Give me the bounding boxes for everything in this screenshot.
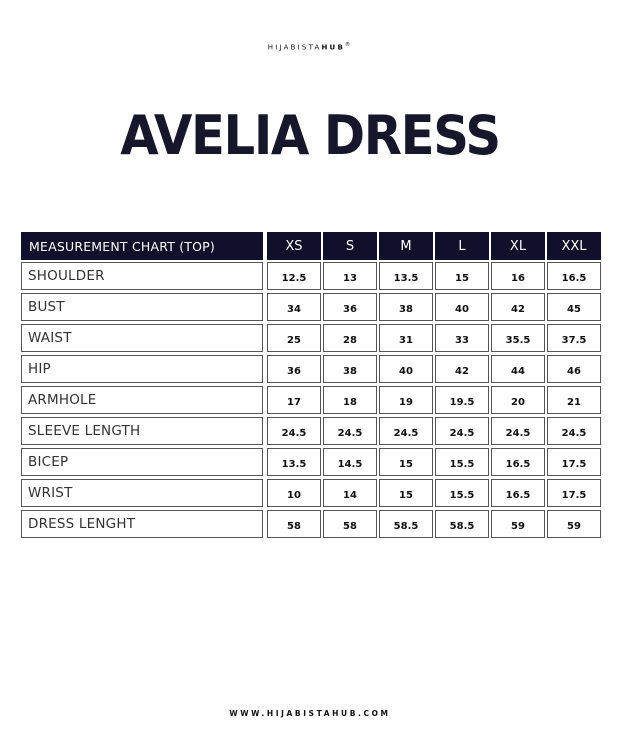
measurement-value: 35.5 xyxy=(491,324,545,352)
measurement-value: 36 xyxy=(267,355,321,383)
chart-header-row xyxy=(21,232,603,260)
measurement-value: 24.5 xyxy=(491,417,545,445)
table-row xyxy=(21,386,603,414)
table-row xyxy=(21,448,603,476)
measurement-label: SLEEVE LENGTH xyxy=(21,417,263,445)
measurement-value: 38 xyxy=(379,293,433,321)
measurement-value: 58 xyxy=(323,510,377,538)
measurement-value: 59 xyxy=(547,510,601,538)
measurement-value: 16.5 xyxy=(491,448,545,476)
measurement-value: 13.5 xyxy=(267,448,321,476)
measurement-value: 45 xyxy=(547,293,601,321)
measurement-label: BICEP xyxy=(21,448,263,476)
measurement-value: 14 xyxy=(323,479,377,507)
measurement-value: 15 xyxy=(435,262,489,290)
table-row xyxy=(21,510,603,538)
size-header-xl: XL xyxy=(491,232,545,260)
measurement-value: 13.5 xyxy=(379,262,433,290)
measurement-value: 42 xyxy=(491,293,545,321)
measurement-value: 24.5 xyxy=(267,417,321,445)
measurement-label: SHOULDER xyxy=(21,262,263,290)
measurement-value: 59 xyxy=(491,510,545,538)
measurement-label: BUST xyxy=(21,293,263,321)
size-header-s: S xyxy=(323,232,377,260)
measurement-value: 15 xyxy=(379,448,433,476)
measurement-value: 10 xyxy=(267,479,321,507)
measurement-value: 16 xyxy=(491,262,545,290)
measurement-value: 15 xyxy=(379,479,433,507)
measurement-value: 33 xyxy=(435,324,489,352)
measurement-value: 20 xyxy=(491,386,545,414)
table-row xyxy=(21,417,603,445)
measurement-chart xyxy=(21,232,603,541)
website-footer: WWW.HIJABISTAHUB.COM xyxy=(229,709,391,718)
measurement-value: 37.5 xyxy=(547,324,601,352)
size-header-xxl: XXL xyxy=(547,232,601,260)
measurement-value: 21 xyxy=(547,386,601,414)
measurement-value: 58 xyxy=(267,510,321,538)
measurement-value: 15.5 xyxy=(435,479,489,507)
measurement-value: 58.5 xyxy=(435,510,489,538)
measurement-value: 16.5 xyxy=(491,479,545,507)
measurement-value: 15.5 xyxy=(435,448,489,476)
measurement-value: 14.5 xyxy=(323,448,377,476)
measurement-value: 42 xyxy=(435,355,489,383)
measurement-value: 24.5 xyxy=(435,417,489,445)
table-row xyxy=(21,262,603,290)
measurement-label: WAIST xyxy=(21,324,263,352)
measurement-value: 58.5 xyxy=(379,510,433,538)
table-row xyxy=(21,479,603,507)
measurement-value: 12.5 xyxy=(267,262,321,290)
chart-body xyxy=(21,262,603,538)
table-row xyxy=(21,324,603,352)
measurement-value: 40 xyxy=(435,293,489,321)
table-row xyxy=(21,355,603,383)
measurement-value: 36 xyxy=(323,293,377,321)
chart-header-label: MEASUREMENT CHART (TOP) xyxy=(21,232,263,260)
measurement-value: 13 xyxy=(323,262,377,290)
measurement-label: WRIST xyxy=(21,479,263,507)
measurement-value: 16.5 xyxy=(547,262,601,290)
measurement-value: 24.5 xyxy=(323,417,377,445)
measurement-value: 40 xyxy=(379,355,433,383)
brand-registered-mark: ® xyxy=(344,42,353,48)
brand-name-light: HIJABISTA xyxy=(267,43,322,52)
measurement-value: 19 xyxy=(379,386,433,414)
measurement-value: 19.5 xyxy=(435,386,489,414)
measurement-value: 44 xyxy=(491,355,545,383)
measurement-value: 38 xyxy=(323,355,377,383)
measurement-value: 24.5 xyxy=(379,417,433,445)
measurement-value: 24.5 xyxy=(547,417,601,445)
brand-logo xyxy=(0,42,620,51)
size-header-m: M xyxy=(379,232,433,260)
measurement-label: ARMHOLE xyxy=(21,386,263,414)
page-title: AVELIA DRESS xyxy=(120,104,500,167)
size-header-l: L xyxy=(435,232,489,260)
measurement-label: HIP xyxy=(21,355,263,383)
measurement-value: 17.5 xyxy=(547,479,601,507)
measurement-value: 25 xyxy=(267,324,321,352)
size-header-xs: XS xyxy=(267,232,321,260)
measurement-value: 34 xyxy=(267,293,321,321)
measurement-value: 17.5 xyxy=(547,448,601,476)
measurement-value: 18 xyxy=(323,386,377,414)
table-row xyxy=(21,293,603,321)
measurement-value: 28 xyxy=(323,324,377,352)
measurement-label: DRESS LENGHT xyxy=(21,510,263,538)
measurement-value: 31 xyxy=(379,324,433,352)
measurement-value: 17 xyxy=(267,386,321,414)
brand-name-bold: HUB xyxy=(321,43,345,52)
measurement-value: 46 xyxy=(547,355,601,383)
